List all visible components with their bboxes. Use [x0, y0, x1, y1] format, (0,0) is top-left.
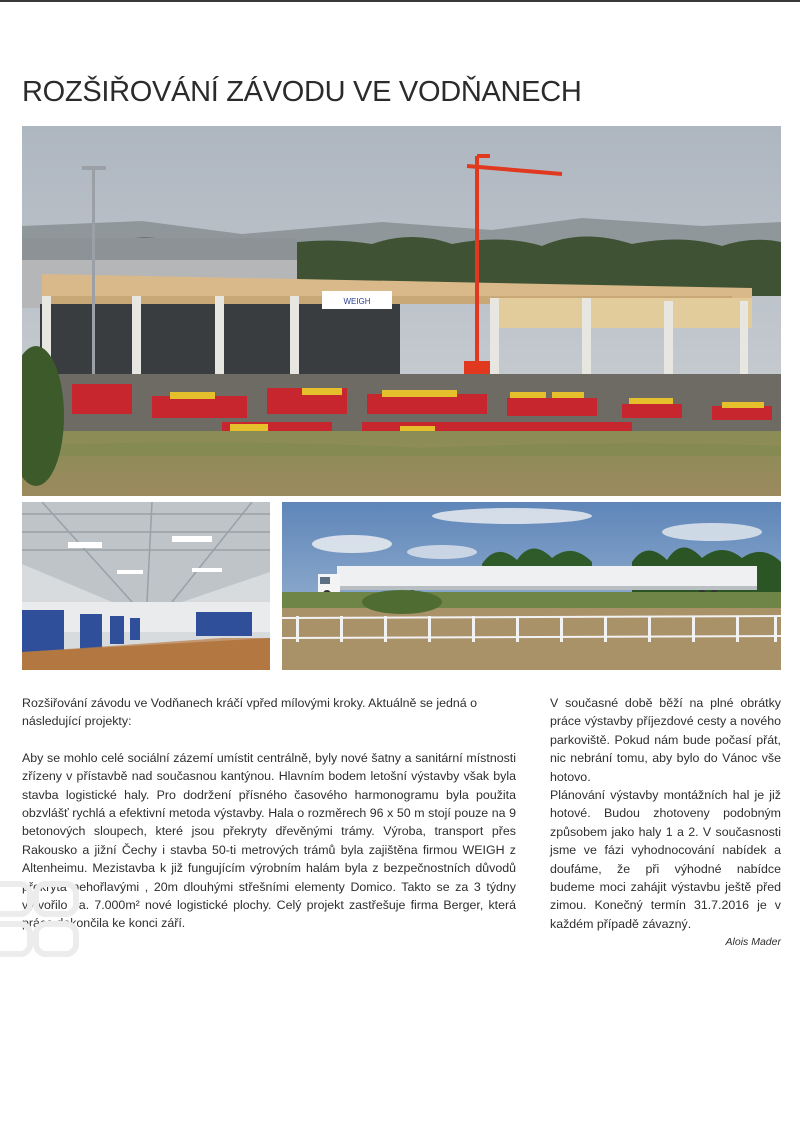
- decorative-watermark: [0, 876, 90, 966]
- author-signature: Alois Mader: [725, 936, 781, 949]
- article-left-column: [22, 694, 516, 933]
- construction-site-photo: [22, 126, 781, 496]
- logistics-hall-paragraph: Aby se mohlo celé sociální zázemí umístit centrálně, byly nové šatny a sanitární místnosti zřízeny v přístavbě nad současnou kantýnou. Hlavním bodem letošní výstavby však byla stavba logistické haly. Pro dodržení přísného časového harmonogramu byla použita obzvlášť rychlá a efektivní metoda výstavby. Hala o rozměrech 96 x 50 m stojí pouze na 9 betonových sloupech, které jsou překryty dřevěnými trámy. Výroba, transport přes Rakousko a jižní Čechy i stavba 50-ti metrových trámů byla zajištěna firmou WEIGH z Altenheimu. Mezistavba k již fungujícím výrobním halám byla z bezpečnostních důvodů překryta nehořlavými , 20m dlouhými střešními elementy Domico. Takto se za 3 týdny vytvořilo ca. 7.000m² nové logistické plochy. Celý projekt zastřešuje firma Berger, která práce dokončila ke konci září.: [22, 750, 516, 931]
- intro-paragraph: Rozšiřování závodu ve Vodňanech kráčí vpřed mílovými kroky. Aktuálně se jedná o následující projekty:: [22, 696, 478, 729]
- article-right-column: [550, 694, 781, 952]
- hall-interior-photo: [22, 502, 270, 670]
- page-title: ROZŠIŘOVÁNÍ ZÁVODU VE VODŇANECH: [22, 76, 582, 108]
- assembly-halls-paragraph: Plánování výstavby montážních hal je již hotové. Budou zhotoveny podobným způsobem jako haly 1 a 2. V současnosti jsme ve fázi vyhodnocování nabídek a doufáme, že při výhodné nabídce budeme moci zahájit výstavbu ještě před zimou. Konečný termín 31.7.2016 je v každém případě závazný.: [550, 788, 781, 931]
- access-road-paragraph: V současné době běží na plné obrátky práce výstavby příjezdové cesty a nového parkoviště. Pokud nám bude počasí přát, nic nebrání tomu, aby bylo do Vánoc vše hotovo.: [550, 696, 781, 784]
- svg-text:WEIGH: WEIGH: [343, 297, 371, 306]
- beam-transport-photo: [282, 502, 781, 670]
- top-rule: [0, 0, 800, 2]
